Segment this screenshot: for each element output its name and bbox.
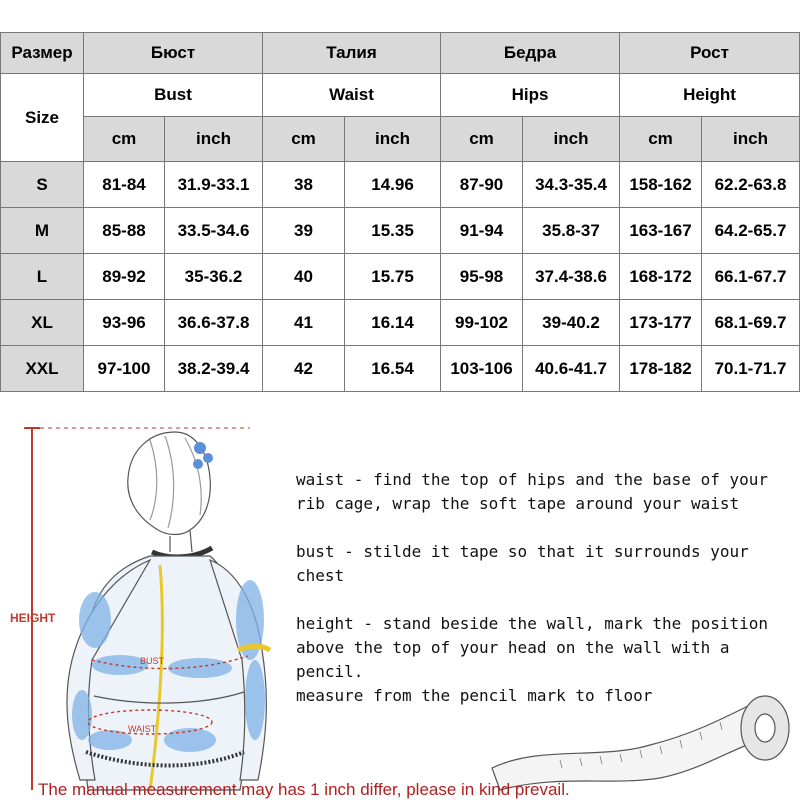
value-cell: 31.9-33.1: [165, 162, 263, 208]
value-cell: 62.2-63.8: [702, 162, 800, 208]
header-height-ru: Рост: [620, 33, 800, 74]
size-chart-table: [0, 32, 800, 392]
size-cell: XXL: [1, 346, 84, 392]
value-cell: 89-92: [84, 254, 165, 300]
value-cell: 64.2-65.7: [702, 208, 800, 254]
value-cell: 37.4-38.6: [523, 254, 620, 300]
value-cell: 33.5-34.6: [165, 208, 263, 254]
value-cell: 178-182: [620, 346, 702, 392]
value-cell: 42: [263, 346, 345, 392]
header-size-ru: Размер: [1, 33, 84, 74]
header-hips-en: Hips: [441, 74, 620, 117]
value-cell: 85-88: [84, 208, 165, 254]
header-hips-ru: Бедра: [441, 33, 620, 74]
value-cell: 91-94: [441, 208, 523, 254]
measurement-instructions: [296, 468, 796, 732]
value-cell: 103-106: [441, 346, 523, 392]
unit-cell: inch: [702, 117, 800, 162]
waist-label: WAIST: [128, 724, 157, 734]
value-cell: 81-84: [84, 162, 165, 208]
value-cell: 35.8-37: [523, 208, 620, 254]
value-cell: 87-90: [441, 162, 523, 208]
value-cell: 68.1-69.7: [702, 300, 800, 346]
unit-cell: cm: [441, 117, 523, 162]
size-cell: M: [1, 208, 84, 254]
value-cell: 158-162: [620, 162, 702, 208]
header-height-en: Height: [620, 74, 800, 117]
height-label: HEIGHT: [10, 611, 56, 625]
header-bust-ru: Бюст: [84, 33, 263, 74]
measurement-footnote: The manual measurement may has 1 inch differ, please in kind prevail.: [38, 780, 570, 799]
value-cell: 14.96: [345, 162, 441, 208]
value-cell: 16.14: [345, 300, 441, 346]
value-cell: 38.2-39.4: [165, 346, 263, 392]
waist-instruction: waist - find the top of hips and the base of your rib cage, wrap the soft tape around your waist: [296, 470, 769, 513]
value-cell: 16.54: [345, 346, 441, 392]
header-size-en: Size: [1, 74, 84, 162]
value-cell: 173-177: [620, 300, 702, 346]
value-cell: 40: [263, 254, 345, 300]
value-cell: 95-98: [441, 254, 523, 300]
value-cell: 34.3-35.4: [523, 162, 620, 208]
value-cell: 163-167: [620, 208, 702, 254]
scrunchie-icon: [193, 442, 213, 469]
value-cell: 70.1-71.7: [702, 346, 800, 392]
table-row: [1, 346, 800, 392]
unit-cell: cm: [84, 117, 165, 162]
table-row: [1, 254, 800, 300]
value-cell: 35-36.2: [165, 254, 263, 300]
bust-label: BUST: [140, 656, 165, 666]
table-row: [1, 208, 800, 254]
value-cell: 39-40.2: [523, 300, 620, 346]
table-row: [1, 300, 800, 346]
unit-cell: inch: [345, 117, 441, 162]
value-cell: 168-172: [620, 254, 702, 300]
size-cell: L: [1, 254, 84, 300]
size-cell: S: [1, 162, 84, 208]
unit-cell: inch: [523, 117, 620, 162]
header-bust-en: Bust: [84, 74, 263, 117]
value-cell: 66.1-67.7: [702, 254, 800, 300]
value-cell: 36.6-37.8: [165, 300, 263, 346]
value-cell: 93-96: [84, 300, 165, 346]
bust-instruction: bust - stilde it tape so that it surrounds your chest: [296, 542, 759, 585]
unit-cell: cm: [620, 117, 702, 162]
value-cell: 15.35: [345, 208, 441, 254]
unit-cell: cm: [263, 117, 345, 162]
value-cell: 41: [263, 300, 345, 346]
height-instruction: height - stand beside the wall, mark the position above the top of your head on the wall with a pencil. measure from the pencil mark to floor: [296, 614, 769, 705]
value-cell: 39: [263, 208, 345, 254]
unit-cell: inch: [165, 117, 263, 162]
header-waist-en: Waist: [263, 74, 441, 117]
value-cell: 40.6-41.7: [523, 346, 620, 392]
value-cell: 38: [263, 162, 345, 208]
value-cell: 97-100: [84, 346, 165, 392]
size-cell: XL: [1, 300, 84, 346]
header-waist-ru: Талия: [263, 33, 441, 74]
table-row: [1, 162, 800, 208]
value-cell: 15.75: [345, 254, 441, 300]
value-cell: 99-102: [441, 300, 523, 346]
